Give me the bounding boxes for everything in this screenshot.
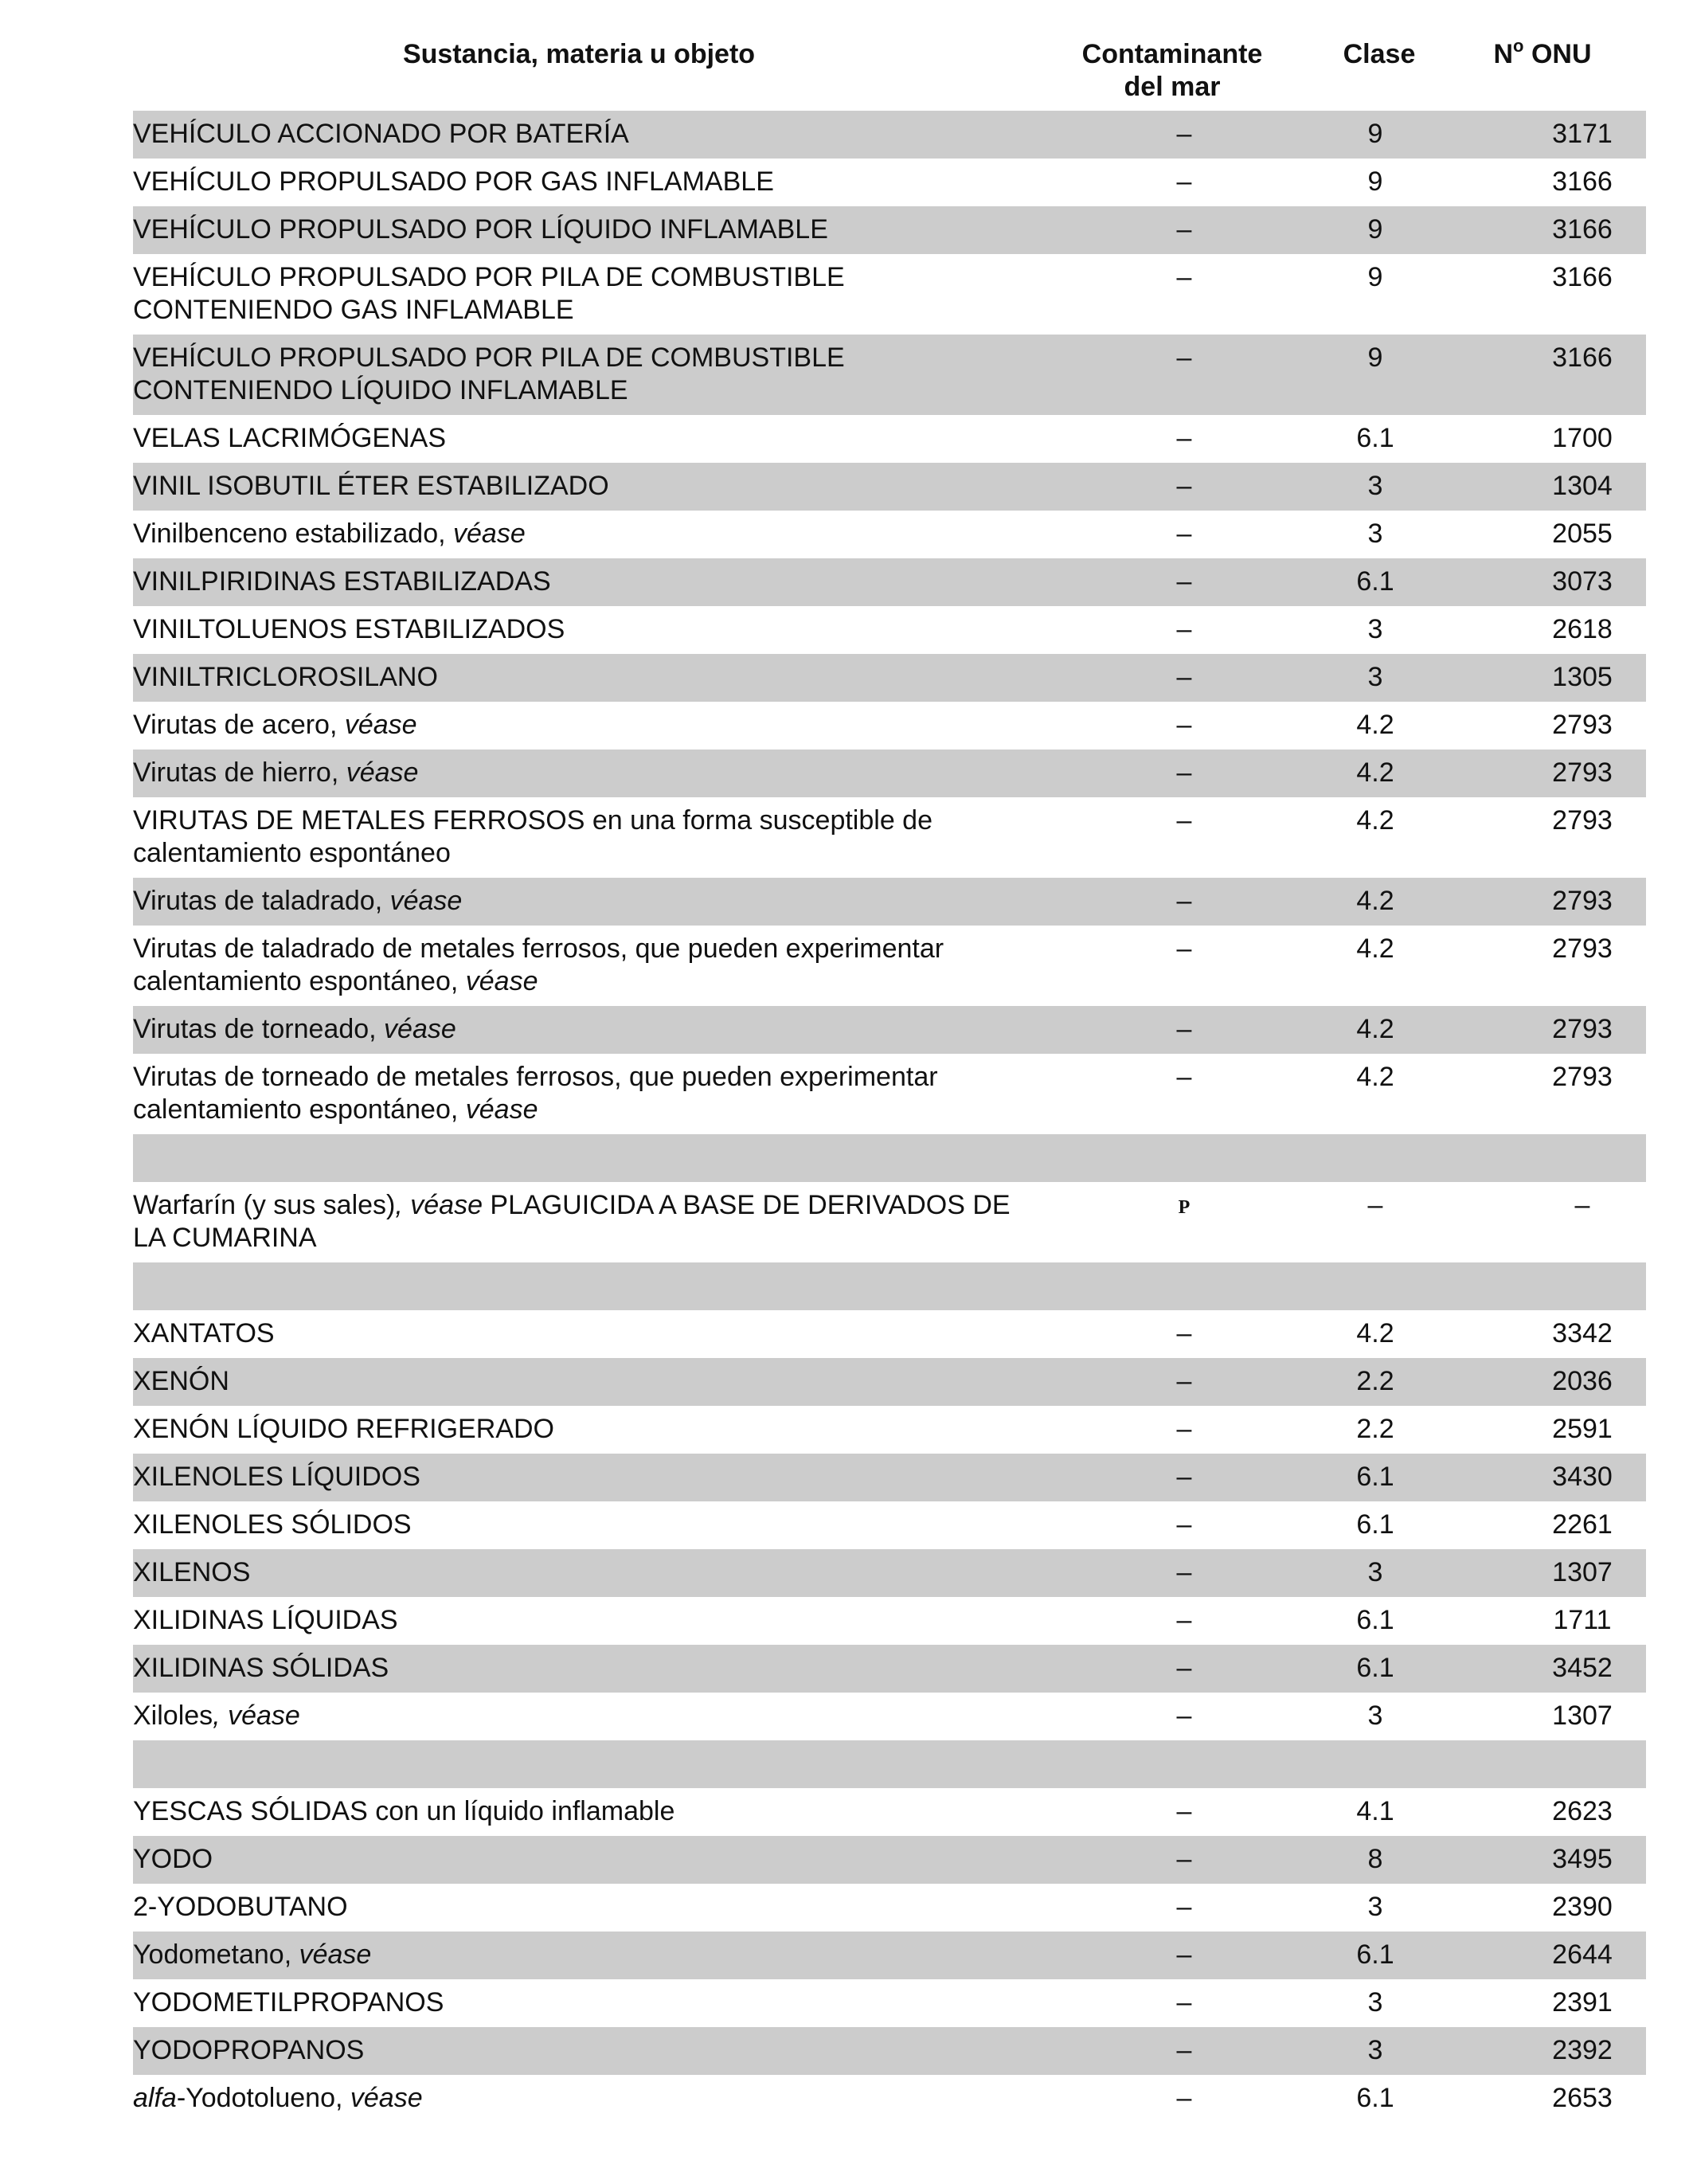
table-row <box>133 1979 1646 2027</box>
substance-name-cell <box>133 518 1033 550</box>
marine-pollutant-cell: – <box>1176 1844 1192 1874</box>
substance-name-italic: véase <box>299 1939 372 1970</box>
substance-name-cell <box>133 933 1033 998</box>
table-row <box>133 159 1646 206</box>
substance-name-cell <box>133 661 1033 694</box>
table-row <box>133 1788 1646 1836</box>
substance-name-cell <box>133 422 1033 455</box>
class-cell: 3 <box>1367 662 1383 692</box>
un-number-cell: 1304 <box>1552 471 1613 501</box>
class-cell: 6.1 <box>1356 1509 1394 1540</box>
substance-name-cell <box>133 757 1033 789</box>
marine-pollutant-cell: – <box>1176 423 1192 453</box>
un-number-cell: 3166 <box>1552 262 1613 292</box>
marine-pollutant-cell: – <box>1176 1892 1192 1922</box>
class-cell: 4.2 <box>1356 757 1394 788</box>
header-class: Clase <box>1343 39 1416 69</box>
marine-pollutant-cell: – <box>1176 1987 1192 2018</box>
table-row <box>133 1006 1646 1054</box>
marine-pollutant-cell: – <box>1176 1318 1192 1348</box>
marine-pollutant-cell: – <box>1176 214 1192 245</box>
substance-name-cell <box>133 118 1033 151</box>
header-un-number <box>1439 38 1646 71</box>
table-row <box>133 1597 1646 1645</box>
un-number-cell: 2793 <box>1552 933 1613 964</box>
marine-pollutant-cell: – <box>1176 1366 1192 1396</box>
un-number-cell: 3171 <box>1552 119 1613 149</box>
substance-name-text: XENÓN <box>133 1366 229 1396</box>
substance-name-text: VEHÍCULO PROPULSADO POR PILA DE COMBUSTIBLE CONTENIENDO LÍQUIDO INFLAMABLE <box>133 342 845 405</box>
class-cell: 4.2 <box>1356 933 1394 964</box>
marine-pollutant-cell: – <box>1176 1062 1192 1092</box>
substance-name-italic: véase <box>344 710 417 740</box>
substance-name-cell <box>133 2082 1033 2115</box>
table-row <box>133 1182 1646 1262</box>
table-row <box>133 797 1646 878</box>
substance-name-cell <box>133 470 1033 503</box>
marine-pollutant-cell: – <box>1176 1939 1192 1970</box>
header-substance: Sustancia, materia u objeto <box>402 39 756 69</box>
substance-name-cell <box>133 804 1033 870</box>
table-row <box>133 415 1646 463</box>
class-cell: 4.2 <box>1356 805 1394 836</box>
substance-name-text: 2-YODOBUTANO <box>133 1892 348 1922</box>
table-row <box>133 111 1646 159</box>
substance-name-text: VIRUTAS DE METALES FERROSOS en una forma susceptible de calentamiento espontáneo <box>133 805 933 868</box>
class-cell: 3 <box>1367 1987 1383 2018</box>
marine-pollutant-cell: – <box>1176 471 1192 501</box>
substance-name-text: XILIDINAS LÍQUIDAS <box>133 1605 398 1635</box>
substance-name-cell <box>133 1365 1033 1398</box>
un-number-cell: 2623 <box>1552 1796 1613 1826</box>
table-row <box>133 1932 1646 1979</box>
un-number-cell: 3166 <box>1552 214 1613 245</box>
substance-name-cell <box>133 1317 1033 1350</box>
substance-name-text: Virutas de torneado, <box>133 1014 385 1044</box>
substance-name-italic: , véase <box>213 1701 300 1731</box>
table-row <box>133 1310 1646 1358</box>
substance-name-text: Virutas de acero, <box>133 710 345 740</box>
marine-pollutant-cell: – <box>1176 1414 1192 1444</box>
substance-name-text: XENÓN LÍQUIDO REFRIGERADO <box>133 1414 554 1444</box>
header-un-number-sup: o <box>1513 36 1524 56</box>
class-cell: 3 <box>1367 2035 1383 2065</box>
substance-name-italic: véase <box>350 2083 423 2113</box>
class-cell: 6.1 <box>1356 2083 1394 2113</box>
header-marine-pollutant: Contaminante del mar <box>1081 39 1263 102</box>
substance-name-cell <box>133 1509 1033 1541</box>
un-number-cell: 3166 <box>1552 166 1613 197</box>
substance-name-cell <box>133 1189 1033 1254</box>
class-cell: 2.2 <box>1356 1414 1394 1444</box>
substance-name-cell <box>133 885 1033 918</box>
substance-name-cell <box>133 1556 1033 1589</box>
marine-pollutant-cell: – <box>1176 119 1192 149</box>
substance-name-text: VINIL ISOBUTIL ÉTER ESTABILIZADO <box>133 471 609 501</box>
table-row <box>133 1501 1646 1549</box>
substance-name-italic: , véase <box>395 1190 483 1220</box>
marine-pollutant-cell: – <box>1176 614 1192 644</box>
class-cell: 9 <box>1367 166 1383 197</box>
substance-name-text: PLAGUICIDA A BASE DE DERIVADOS DE LA CUMARINA <box>133 1190 1011 1253</box>
substance-name-italic: véase <box>346 757 419 788</box>
substance-name-cell <box>133 1461 1033 1493</box>
un-number-cell: 2793 <box>1552 710 1613 740</box>
substance-name-text: XILENOLES SÓLIDOS <box>133 1509 412 1540</box>
table-row-blank <box>133 1740 1646 1788</box>
un-number-cell: 3452 <box>1552 1653 1613 1683</box>
substance-name-text: YESCAS SÓLIDAS con un líquido inflamable <box>133 1796 675 1826</box>
substance-name-cell <box>133 213 1033 246</box>
substance-name-text: XANTATOS <box>133 1318 275 1348</box>
substance-name-italic: véase <box>389 886 463 916</box>
class-cell: 6.1 <box>1356 566 1394 597</box>
class-cell: 3 <box>1367 471 1383 501</box>
substance-name-text: XILENOLES LÍQUIDOS <box>133 1462 420 1492</box>
substance-name-text: Virutas de hierro, <box>133 757 346 788</box>
substance-name-cell <box>133 709 1033 742</box>
substance-name-cell <box>133 1604 1033 1637</box>
marine-pollutant-cell: – <box>1176 1557 1192 1587</box>
un-number-cell: 2261 <box>1552 1509 1613 1540</box>
table-row <box>133 606 1646 654</box>
marine-pollutant-cell: – <box>1176 662 1192 692</box>
table-row <box>133 1693 1646 1740</box>
class-cell: 6.1 <box>1356 423 1394 453</box>
table-row-blank <box>133 1262 1646 1310</box>
marine-pollutant-cell: – <box>1176 342 1192 373</box>
marine-pollutant-cell: – <box>1176 262 1192 292</box>
un-number-cell: 3430 <box>1552 1462 1613 1492</box>
substance-name-text: YODOMETILPROPANOS <box>133 1987 444 2018</box>
marine-pollutant-cell: – <box>1176 886 1192 916</box>
marine-pollutant-cell: – <box>1176 1509 1192 1540</box>
substance-name-cell <box>133 1939 1033 1971</box>
table-row <box>133 926 1646 1006</box>
marine-pollutant-cell: – <box>1176 1605 1192 1635</box>
substance-name-cell <box>133 261 1033 327</box>
table-row <box>133 878 1646 926</box>
table-row <box>133 654 1646 702</box>
substance-name-cell <box>133 613 1033 646</box>
substance-name-cell <box>133 1413 1033 1446</box>
marine-pollutant-cell: – <box>1176 933 1192 964</box>
class-cell: 3 <box>1367 519 1383 549</box>
substance-name-cell <box>133 1891 1033 1924</box>
substance-name-cell <box>133 166 1033 198</box>
substance-name-text: VEHÍCULO ACCIONADO POR BATERÍA <box>133 119 629 149</box>
class-cell: 6.1 <box>1356 1653 1394 1683</box>
un-number-cell: 3342 <box>1552 1318 1613 1348</box>
un-number-cell: 1700 <box>1552 423 1613 453</box>
marine-pollutant-cell: – <box>1176 2083 1192 2113</box>
substance-name-text: YODOPROPANOS <box>133 2035 365 2065</box>
marine-pollutant-cell: – <box>1176 2035 1192 2065</box>
marine-pollutant-cell: – <box>1176 1653 1192 1683</box>
substance-name-cell <box>133 1795 1033 1828</box>
table-row <box>133 463 1646 511</box>
class-cell: 3 <box>1367 1557 1383 1587</box>
substance-name-italic: véase <box>453 519 526 549</box>
substance-name-text: Yodometano, <box>133 1939 299 1970</box>
substance-name-text: XILENOS <box>133 1557 251 1587</box>
class-cell: 4.2 <box>1356 1062 1394 1092</box>
substance-name-text: Virutas de taladrado de metales ferrosos, que pueden experimentar calentamiento espontáneo, <box>133 933 944 996</box>
marine-pollutant-cell: – <box>1176 710 1192 740</box>
substance-name-text: Xiloles <box>133 1701 213 1731</box>
substance-name-italic: véase <box>384 1014 456 1044</box>
class-cell: 2.2 <box>1356 1366 1394 1396</box>
class-cell: 9 <box>1367 262 1383 292</box>
un-number-cell: 2644 <box>1552 1939 1613 1970</box>
table-row <box>133 2075 1646 2123</box>
un-number-cell: 1307 <box>1552 1701 1613 1731</box>
substance-name-cell <box>133 1986 1033 2019</box>
table-row <box>133 1645 1646 1693</box>
marine-pollutant-mark: P <box>1178 1197 1191 1218</box>
table-header <box>133 32 1646 104</box>
table-row <box>133 1358 1646 1406</box>
un-number-cell: 1305 <box>1552 662 1613 692</box>
un-number-cell: 2793 <box>1552 1062 1613 1092</box>
un-number-cell: 2390 <box>1552 1892 1613 1922</box>
substance-name-text: YODO <box>133 1844 213 1874</box>
substance-name-cell <box>133 1061 1033 1126</box>
table-row <box>133 558 1646 606</box>
un-number-cell: 2793 <box>1552 757 1613 788</box>
table-row <box>133 1406 1646 1454</box>
class-cell: 4.2 <box>1356 710 1394 740</box>
substance-name-text: XILIDINAS SÓLIDAS <box>133 1653 389 1683</box>
table-body <box>133 111 1646 2123</box>
un-number-cell: 2793 <box>1552 1014 1613 1044</box>
substance-name-text: VEHÍCULO PROPULSADO POR GAS INFLAMABLE <box>133 166 774 197</box>
un-number-cell: – <box>1574 1190 1590 1220</box>
substance-name-italic: véase <box>465 966 538 996</box>
class-cell: 3 <box>1367 1701 1383 1731</box>
marine-pollutant-cell: – <box>1176 566 1192 597</box>
substance-name-cell <box>133 566 1033 598</box>
substance-name-text: VINILTRICLOROSILANO <box>133 662 438 692</box>
class-cell: 8 <box>1367 1844 1383 1874</box>
substance-name-cell <box>133 2034 1033 2067</box>
class-cell: 3 <box>1367 1892 1383 1922</box>
substance-name-text: VEHÍCULO PROPULSADO POR LÍQUIDO INFLAMABLE <box>133 214 828 245</box>
substance-name-text: Warfarín (y sus sales) <box>133 1190 396 1220</box>
substance-name-text: VELAS LACRIMÓGENAS <box>133 423 447 453</box>
table-row <box>133 254 1646 335</box>
class-cell: 6.1 <box>1356 1939 1394 1970</box>
class-cell: 4.2 <box>1356 1318 1394 1348</box>
class-cell: – <box>1367 1190 1383 1220</box>
table-row <box>133 511 1646 558</box>
un-number-cell: 1307 <box>1552 1557 1613 1587</box>
class-cell: 6.1 <box>1356 1462 1394 1492</box>
un-number-cell: 2591 <box>1552 1414 1613 1444</box>
marine-pollutant-cell: – <box>1176 805 1192 836</box>
substance-name-text: Virutas de torneado de metales ferrosos, que pueden experimentar calentamiento espontáneo, <box>133 1062 938 1125</box>
table-row <box>133 206 1646 254</box>
class-cell: 3 <box>1367 614 1383 644</box>
class-cell: 9 <box>1367 342 1383 373</box>
marine-pollutant-cell: – <box>1176 166 1192 197</box>
marine-pollutant-cell: – <box>1176 1701 1192 1731</box>
substance-name-italic: véase <box>465 1094 538 1125</box>
un-number-cell: 2392 <box>1552 2035 1613 2065</box>
marine-pollutant-cell: – <box>1176 1462 1192 1492</box>
substance-name-text: VINILPIRIDINAS ESTABILIZADAS <box>133 566 551 597</box>
un-number-cell: 2653 <box>1552 2083 1613 2113</box>
substance-name-italic: alfa <box>133 2083 177 2113</box>
header-un-number-prefix: N <box>1493 39 1514 69</box>
table-row <box>133 702 1646 750</box>
substance-name-text: Vinilbenceno estabilizado, <box>133 519 453 549</box>
table-row <box>133 750 1646 797</box>
table-row <box>133 335 1646 415</box>
un-number-cell: 3073 <box>1552 566 1613 597</box>
un-number-cell: 2036 <box>1552 1366 1613 1396</box>
substance-name-text: Virutas de taladrado, <box>133 886 390 916</box>
un-number-cell: 3166 <box>1552 342 1613 373</box>
header-un-number-suffix: ONU <box>1523 39 1592 69</box>
un-number-cell: 2793 <box>1552 886 1613 916</box>
un-number-cell: 3495 <box>1552 1844 1613 1874</box>
un-number-cell: 2618 <box>1552 614 1613 644</box>
substance-name-cell <box>133 1843 1033 1876</box>
table-row <box>133 1454 1646 1501</box>
un-number-cell: 2391 <box>1552 1987 1613 2018</box>
class-cell: 4.2 <box>1356 1014 1394 1044</box>
table-row <box>133 1549 1646 1597</box>
table-row <box>133 1836 1646 1884</box>
class-cell: 6.1 <box>1356 1605 1394 1635</box>
marine-pollutant-cell: – <box>1176 1796 1192 1826</box>
substance-name-cell <box>133 1652 1033 1685</box>
substance-name-text: VINILTOLUENOS ESTABILIZADOS <box>133 614 565 644</box>
marine-pollutant-cell: – <box>1176 757 1192 788</box>
un-number-cell: 1711 <box>1553 1605 1612 1635</box>
un-number-cell: 2055 <box>1552 519 1613 549</box>
table-row <box>133 2027 1646 2075</box>
substance-name-cell <box>133 1700 1033 1732</box>
substance-name-cell <box>133 1013 1033 1046</box>
class-cell: 9 <box>1367 214 1383 245</box>
table-row <box>133 1884 1646 1932</box>
marine-pollutant-cell: – <box>1176 1014 1192 1044</box>
un-number-cell: 2793 <box>1552 805 1613 836</box>
marine-pollutant-cell: – <box>1176 519 1192 549</box>
class-cell: 9 <box>1367 119 1383 149</box>
table-row-blank <box>133 1134 1646 1182</box>
table-row <box>133 1054 1646 1134</box>
substance-name-cell <box>133 342 1033 407</box>
class-cell: 4.2 <box>1356 886 1394 916</box>
substance-name-text: VEHÍCULO PROPULSADO POR PILA DE COMBUSTIBLE CONTENIENDO GAS INFLAMABLE <box>133 262 845 325</box>
substance-name-text: -Yodotolueno, <box>176 2083 350 2113</box>
class-cell: 4.1 <box>1356 1796 1394 1826</box>
